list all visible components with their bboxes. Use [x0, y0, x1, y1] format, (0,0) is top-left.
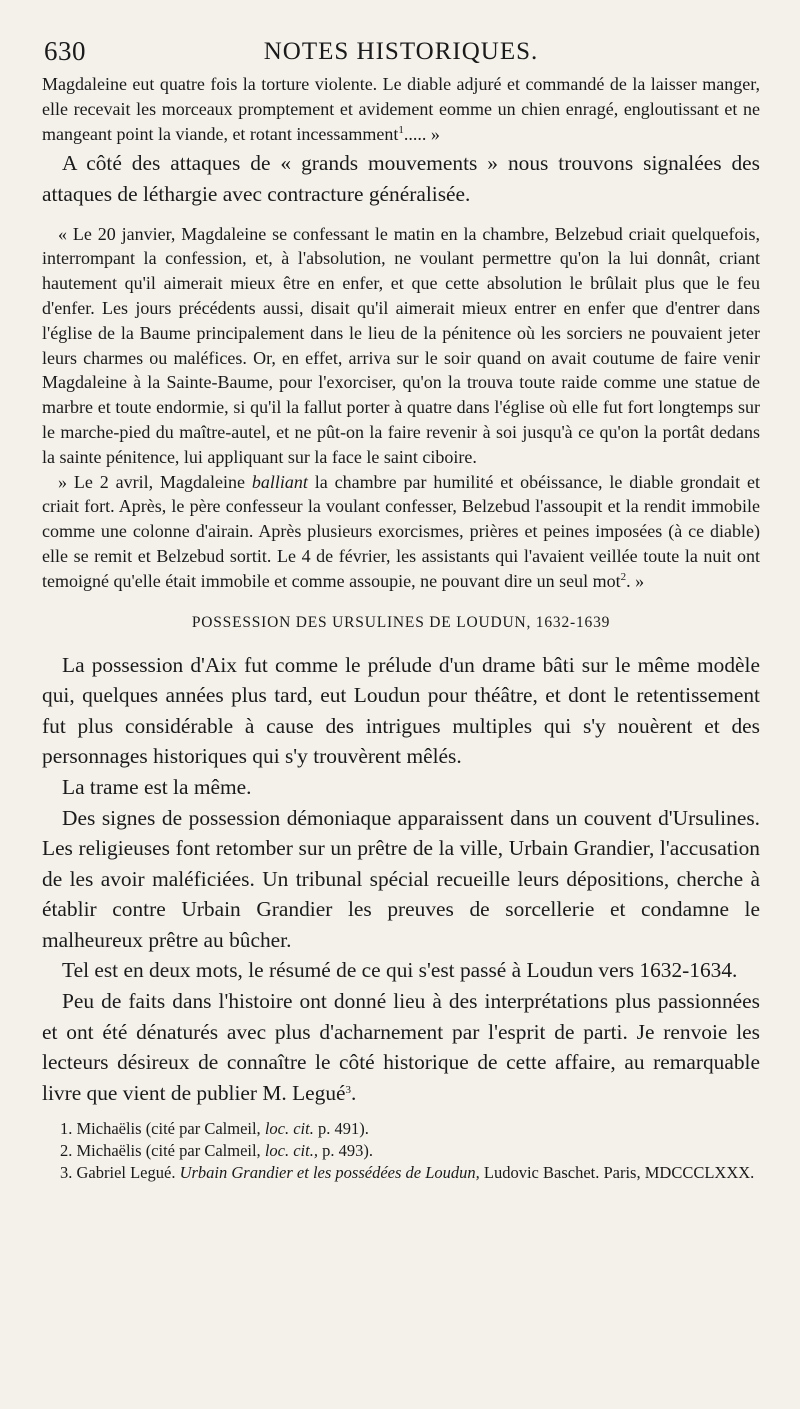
body-paragraph-4: Tel est en deux mots, le résumé de ce qui s'est passé à Loudun vers 1632-1634. — [62, 958, 738, 983]
quote2-paragraph-2: » Le 2 avril, Magdaleine balliant la chambre par humilité et obéissance, le diable grondait et criait fort. Après, le père confesseur la voulant confesser, Belzebud l'assoupit et la rendit immobile comme une colonne d'airain. Après plusieurs exorcismes, prières et peines imposées (à ce diable) elle se remit et Belzebud sortit. Le 4 de février, les assistants qui l'avaient veillée toute la nuit ont temoigné qu'elle était immobile et comme assoupie, ne pouvant dire un seul mot$^2$. » — [42, 471, 761, 591]
footnotes — [42, 1118, 760, 1183]
body-paragraph-2: La trame est la même. — [62, 774, 252, 799]
footnote-ref-2[interactable]: 2 — [620, 570, 627, 583]
footnote-2: 2. Michaëlis (cité par Calmeil, loc. cit., p. 493). — [60, 1141, 373, 1161]
running-title: NOTES HISTORIQUES. — [263, 38, 539, 65]
body-paragraph-1: La possession d'Aix fut comme le prélude d'un drame bâti sur le même modèle qui, quelques années plus tard, eut Loudun pour théâtre, et dont le retentissement fut plus considérable à cause des intrigues multiples qui s'y nouèrent et des personnages historiques qui s'y trouvèrent mêlés. — [42, 652, 760, 769]
body-text — [42, 650, 760, 1109]
page-number: 630 — [44, 36, 86, 66]
footnote-1: 1. Michaëlis (cité par Calmeil, loc. cit. p. 491). — [60, 1119, 369, 1139]
body-paragraph-3: Des signes de possession démoniaque apparaissent dans un couvent d'Ursulines. Les religieuses font retomber sur un prêtre de la ville, Urbain Grandier, l'accusation de les avoir maléficiées. Un tribunal spécial recueille leurs dépositions, cherche à établir contre Urbain Grandier les preuves de sorcellerie et condamne le malheureux prêtre au bûcher. — [42, 805, 760, 952]
quote1-ending: ..... » — [403, 123, 440, 144]
quote1-text: Magdaleine eut quatre fois la torture violente. Le diable adjuré et commandé de la laisser manger, elle recevait les morceaux promptement et avidement eomme un chien enragé, engloutissant et ne mangeant point la viande, et rotant incessamment — [42, 74, 760, 144]
quote2-paragraph-1: « Le 20 janvier, Magdaleine se confessant le matin en la chambre, Belzebud criait quelquefois, interrompant la confession, et, à l'absolution, ne voulant permettre qu'on la lui donnât, criant hautement qu'il aimerait mieux être en enfer, et que cette absolution le brûlait plus que le feu d'enfer. Les jours précédents aussi, disait qu'il aimerait mieux entrer en enfer que d'entrer dans l'église de la Baume principalement dans le lieu de la pénitence où les sorciers ne pouvaient jeter leurs charmes ou maléfices. Or, en effet, arriva sur le soir quand on avait coutume de faire venir Magdaleine à la Sainte-Baume, pour l'exorciser, qu'on la trouva toute raide comme une statue de marbre et toute endormie, si qu'il la fallut porter à quatre dans l'église où elle fut fort longtemps sur le marche-pied du maître-autel, et ne pût-on la faire revenir à soi jusqu'à ce qu'on la portât dedans la sainte pénitence, lui appliquant sur la face le saint ciboire. — [42, 223, 760, 467]
paragraph-lethargie — [42, 148, 760, 209]
footnote-3: 3. Gabriel Legué. Urbain Grandier et les possédées de Loudun, Ludovic Baschet. Paris, MDCCCLXXX. — [60, 1163, 755, 1183]
quote-belzebud — [42, 222, 760, 594]
quote-magdaleine-torture — [42, 72, 760, 146]
paragraph-lethargie-text: A côté des attaques de « grands mouvements » nous trouvons signalées des attaques de léthargie avec contracture généralisée. — [42, 151, 760, 206]
running-head — [42, 28, 760, 66]
section-heading: POSSESSION DES URSULINES DE LOUDUN, 1632-1639 — [191, 613, 611, 631]
body-paragraph-5: Peu de faits dans l'histoire ont donné lieu à des interprétations plus passionnées et ont été dénaturés avec plus d'acharnement par l'esprit de parti. Je renvoie les lecteurs désireux de connaître le côté historique de cette affaire, au remarquable livre que vient de publier M. Legué$^3$. — [42, 989, 760, 1105]
footnote-ref-1[interactable]: 1 — [398, 123, 404, 136]
italic-word: balliant — [251, 471, 308, 492]
footnote-ref-3[interactable]: 3 — [345, 1083, 352, 1096]
